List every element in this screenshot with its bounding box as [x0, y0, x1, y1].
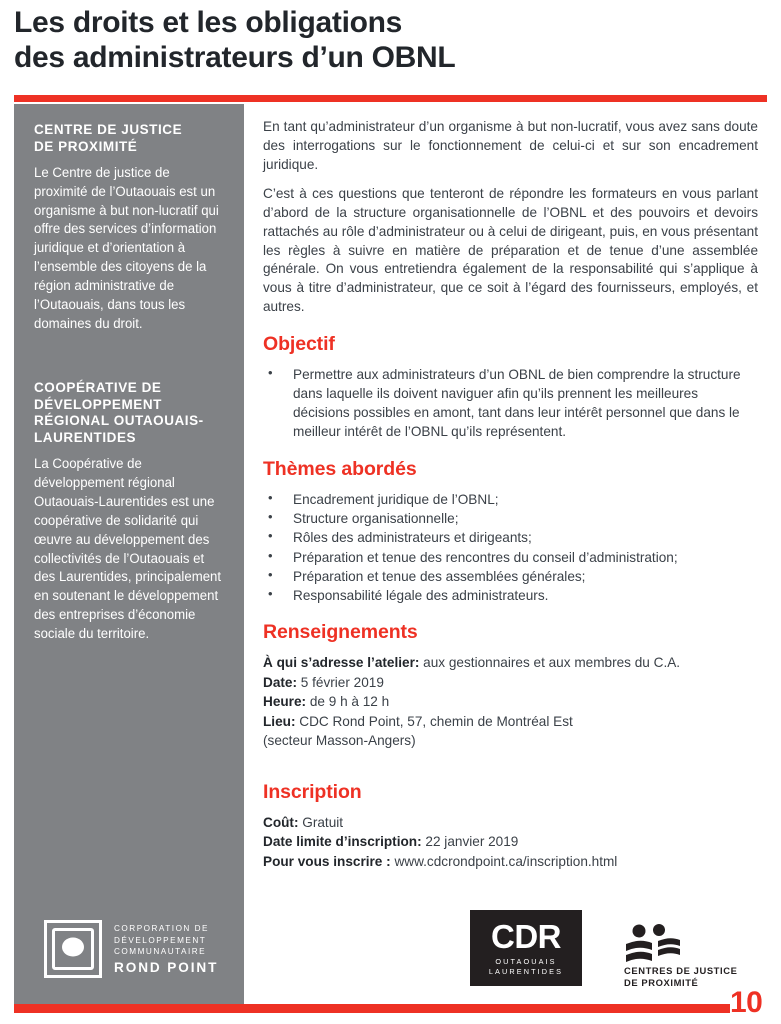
- rond-point-mark-icon: [44, 920, 102, 978]
- logo-centres-de-justice-de-proximite: [622, 924, 772, 989]
- section-spacer: [263, 767, 758, 781]
- section-renseignements-heading: Renseignements: [263, 621, 418, 644]
- top-red-rule: [14, 95, 767, 102]
- section-objectif-heading: Objectif: [263, 332, 335, 355]
- logo-cdr-outaouais-laurentides: [470, 910, 582, 986]
- logo-cdc-rond-point: [44, 916, 224, 982]
- section-inscription: [263, 781, 758, 871]
- info-audience: [263, 653, 758, 672]
- info-audience-label: À qui s’adresse l’atelier:: [263, 655, 420, 671]
- cdr-wordmark: CDR: [491, 918, 561, 956]
- themes-list: [263, 490, 758, 606]
- rond-point-line-3: COMMUNAUTAIRE: [114, 947, 207, 957]
- rond-point-line-1: CORPORATION DE: [114, 924, 209, 934]
- sidebar-block-2-heading-line-1: COOPÉRATIVE DE: [34, 379, 162, 395]
- sidebar-block-1-heading-line-2: DE PROXIMITÉ: [34, 138, 138, 154]
- cdr-subtitle-line-1: OUTAOUAIS: [495, 957, 557, 967]
- info-time-value: de 9 h à 12 h: [306, 694, 390, 710]
- sidebar-block-centre-de-justice: [34, 122, 226, 334]
- info-register-value[interactable]: www.cdcrondpoint.ca/inscription.html: [390, 853, 618, 869]
- info-date-value: 5 février 2019: [297, 674, 384, 690]
- info-register: [263, 852, 758, 871]
- list-item: • Rôles des administrateurs et dirigeants;: [263, 528, 758, 547]
- page-title-line-1: Les droits et les obligations: [14, 6, 403, 39]
- cdr-subtitle-line-2: LAURENTIDES: [488, 966, 564, 976]
- main-content: [263, 118, 758, 887]
- info-cost: [263, 813, 758, 832]
- list-item: • Permettre aux administrateurs d’un OBNL de bien comprendre la structure dans laquelle ils doivent naviguer afin qu’ils prennent les meilleures décisions possibles en amont, tant dans leur intérêt personnel que dans le meilleur intérêt de l’OBNL qu’ils représentent.: [263, 365, 758, 442]
- sidebar-block-1-heading: [34, 122, 226, 156]
- cjp-people-icon: [622, 924, 684, 964]
- info-time: [263, 692, 758, 711]
- sidebar-block-2-body: La Coopérative de développement régional Outaouais-Laurentides est une coopérative de solidarité qui œuvre au développement des collectivités de l’Outaouais et des Laurentides, principalement en soutenant le développement des entreprises d’économie sociale du territoire.: [34, 456, 222, 642]
- sidebar-block-cooperative: [34, 380, 226, 644]
- section-themes-heading: Thèmes abordés: [263, 457, 417, 480]
- info-deadline-label: Date limite d’inscription:: [263, 834, 422, 850]
- info-deadline-value: 22 janvier 2019: [421, 834, 519, 850]
- sidebar-spacer: [34, 354, 226, 380]
- intro-paragraph-1: En tant qu’administrateur d’un organisme à but non-lucratif, vous avez sans doute des interrogations sur le fonctionnement de celui-ci et sur son encadrement juridique.: [263, 119, 758, 172]
- rond-point-dot: [62, 937, 84, 956]
- info-place-line-2: (secteur Masson-Angers): [263, 733, 416, 749]
- info-register-label: Pour vous inscrire :: [263, 853, 391, 869]
- sidebar-block-1-heading-line-1: CENTRE DE JUSTICE: [34, 122, 183, 137]
- info-date: [263, 673, 758, 692]
- section-themes-abordes: [263, 458, 758, 606]
- rond-point-line-4: ROND POINT: [114, 959, 219, 975]
- sidebar: [14, 104, 244, 1004]
- cjp-line-2: DE PROXIMITÉ: [624, 977, 699, 989]
- info-audience-value: aux gestionnaires et aux membres du C.A.: [419, 655, 681, 671]
- intro-paragraph-2: C’est à ces questions que tenteront de répondre les formateurs en vous parlant d’abord de la structure organisationnelle de l’OBNL et des pouvoirs et devoirs rattachés au rôle d’administrateur ou à celui de dirigeant, puis, en vous présentant les règles à suivre en matière de préparation et de tenue d’une assemblée générale. On vous entretiendra également de la responsabilité qui s’applique à vous à titre d’administrateur, que ce soit à l’égard des fournisseurs, employés, et autres.: [263, 186, 758, 314]
- info-time-label: Heure:: [263, 694, 307, 710]
- info-place-value: CDC Rond Point, 57, chemin de Montréal Est: [295, 713, 573, 729]
- list-item: • Préparation et tenue des rencontres du conseil d’administration;: [263, 548, 758, 567]
- info-date-label: Date:: [263, 674, 297, 690]
- section-renseignements: [263, 621, 758, 750]
- sidebar-block-2-heading: [34, 380, 226, 448]
- cdr-subtitle: [489, 957, 563, 976]
- info-deadline: [263, 832, 758, 851]
- section-inscription-heading: Inscription: [263, 780, 362, 803]
- cjp-wordmark: [624, 965, 737, 989]
- info-cost-label: Coût:: [263, 814, 299, 830]
- page-title: [14, 6, 754, 76]
- info-cost-value: Gratuit: [298, 814, 344, 830]
- list-item: • Encadrement juridique de l’OBNL;: [263, 490, 758, 509]
- bottom-red-rule: [14, 1004, 730, 1013]
- list-item: • Préparation et tenue des assemblées générales;: [263, 567, 758, 586]
- cjp-line-1: CENTRES DE JUSTICE: [624, 965, 738, 976]
- list-item: • Responsabilité légale des administrateurs.: [263, 586, 758, 605]
- page-title-line-2: des administrateurs d’un OBNL: [14, 40, 456, 74]
- section-objectif: [263, 333, 758, 442]
- list-item: • Structure organisationnelle;: [263, 509, 758, 528]
- sidebar-block-1-body: Le Centre de justice de proximité de l’Outaouais est un organisme à but non-lucratif qui offre des services d’information juridique et d’orientation à l’ensemble des citoyens de la région administrative de l’Outaouais, dans tous les domaines du droit.: [34, 164, 219, 332]
- objectif-list: [263, 365, 758, 442]
- sidebar-block-2-heading-line-3: RÉGIONAL OUTAOUAIS-: [34, 413, 204, 429]
- info-place: [263, 712, 758, 731]
- info-place-label: Lieu:: [263, 713, 296, 729]
- page-number: 10: [730, 986, 763, 1019]
- sidebar-block-2-heading-line-2: DÉVELOPPEMENT: [34, 396, 162, 412]
- rond-point-line-2: DÉVELOPPEMENT: [114, 935, 207, 945]
- sidebar-block-2-heading-line-4: LAURENTIDES: [34, 430, 137, 446]
- rond-point-wordmark: [114, 923, 218, 975]
